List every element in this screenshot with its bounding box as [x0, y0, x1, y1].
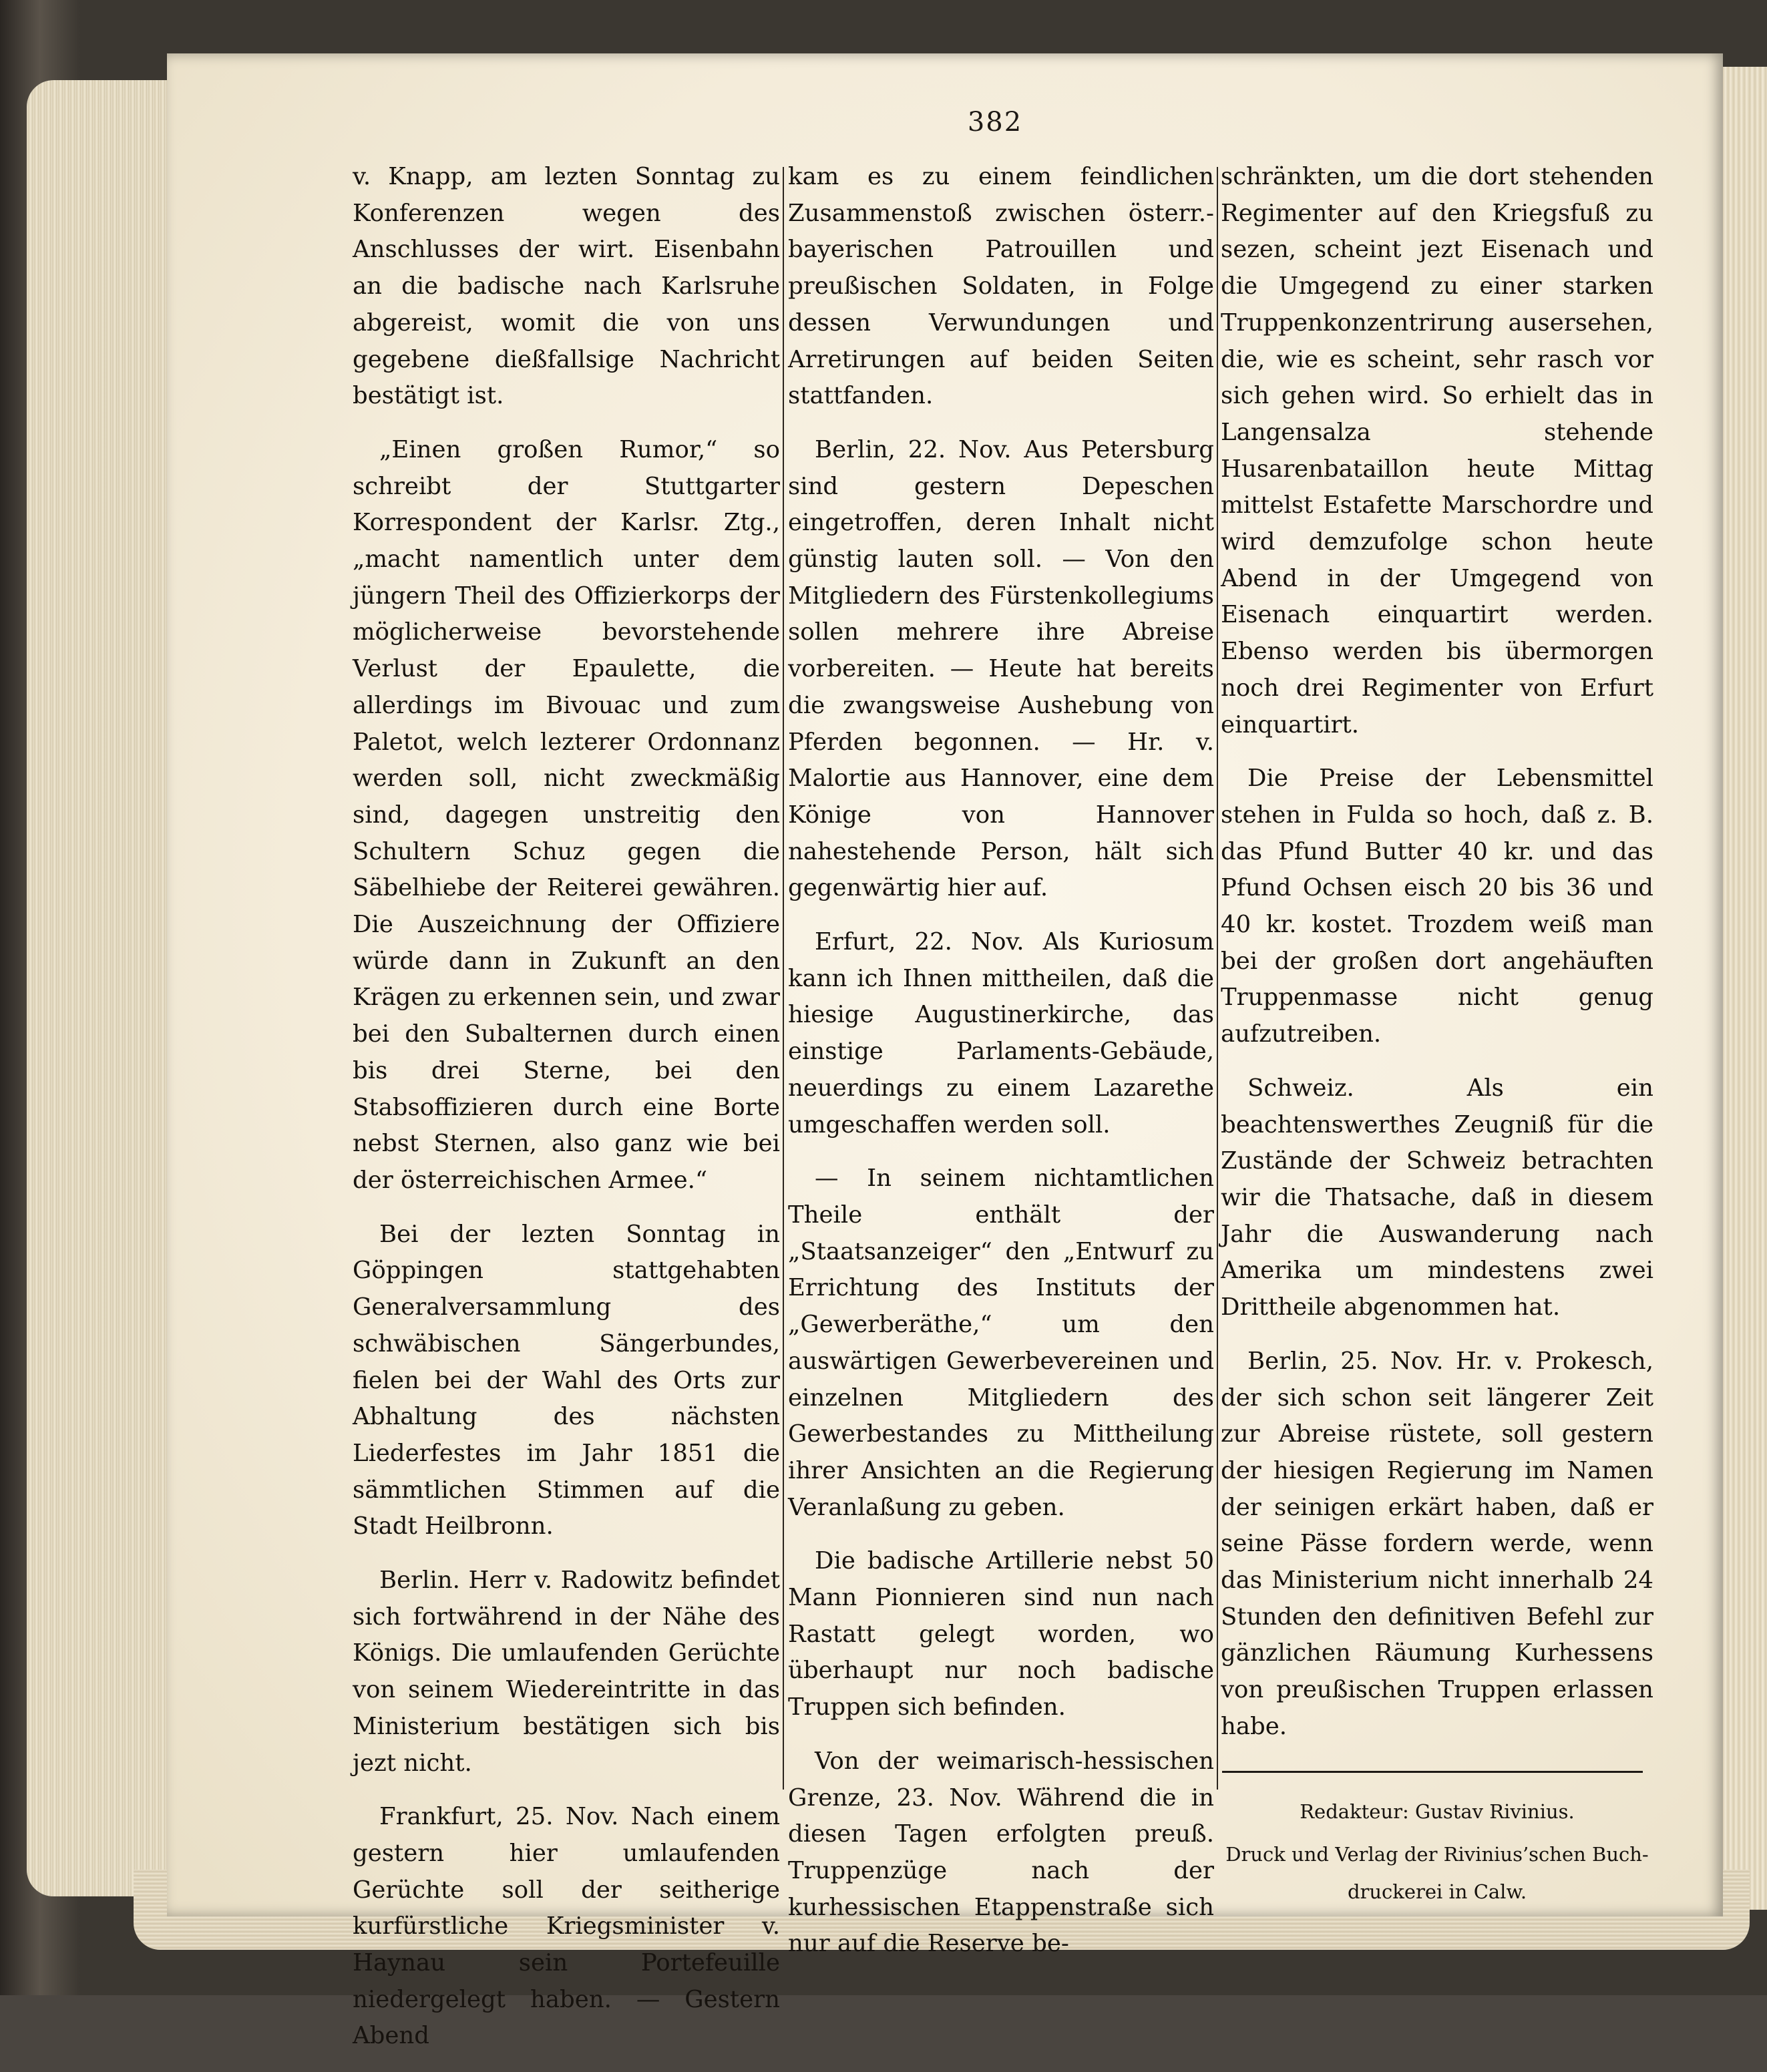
paragraph: Die badische Artillerie nebst 50 Mann Pionnieren sind nun nach Rastatt gelegt worden, wo überhaupt nur noch badische Truppen sich befinden.: [788, 1547, 1214, 1721]
paragraph: „Einen großen Rumor,“ so schreibt der Stuttgarter Korrespondent der Karlsr. Ztg., „macht namentlich unter dem jüngern Theil des Offizierkorps der möglicherweise bevorstehende Verlust der Epaulette, die allerdings im Bivouac und zum Paletot, welch lezterer Ordonnanz werden soll, nicht zweckmäßig sind, dagegen unstreitig den Schultern Schuz gegen die Säbelhiebe der Reiterei gewähren. Die Auszeichnung der Offiziere würde dann in Zukunft an den Krägen zu erkennen sein, und zwar bei den Subalternen durch einen bis drei Sterne, bei den Stabsoffizieren durch eine Borte nebst Sternen, also ganz wie bei der österreichischen Armee.“: [353, 435, 780, 1194]
printer-line: druckerei in Calw.: [1347, 1880, 1527, 1903]
paragraph: Erfurt, 22. Nov. Als Kuriosum kann ich Ihnen mittheilen, daß die hiesige Augustinerkirche, das einstige Parlaments-Gebäude, neuerdings zu einem Lazarethe umgeschaffen werden soll.: [788, 928, 1214, 1138]
editor-line: Redakteur: Gustav Rivinius.: [1300, 1800, 1575, 1823]
column-3: [1221, 159, 1653, 1916]
paragraph: Bei der lezten Sonntag in Göppingen stattgehabten Generalversammlung des schwäbischen Sängerbundes, fielen bei der Wahl des Orts zur Abhaltung des nächsten Liederfestes im Jahr 1851 die sämmtlichen Stimmen auf die Stadt Heilbronn.: [353, 1220, 780, 1540]
column-1: [353, 159, 780, 2072]
paragraph: Frankfurt, 25. Nov. Nach einem gestern hier umlaufenden Gerüchte soll der seitherige kurfürstliche Kriegsminister v. Haynau sein Portefeuille niedergelegt haben. — Gestern Abend: [353, 1803, 780, 2050]
page-number: 382: [967, 107, 1023, 138]
paragraph: Schweiz. Als ein beachtenswerthes Zeugniß für die Zustände der Schweiz betrachten wir die Thatsache, daß in diesem Jahr die Auswanderung nach Amerika um mindestens zwei Drittheile abgenommen hat.: [1221, 1074, 1653, 1321]
page-edges-left: [27, 80, 187, 1896]
paragraph: — In seinem nichtamtlichen Theile enthält der „Staatsanzeiger“ den „Entwurf zu Errichtung des Instituts der „Gewerberäthe,“ um den auswärtigen Gewerbevereinen und einzelnen Mitgliedern des Gewerbestandes zu Mittheilung ihrer Ansichten an die Regierung Veranlaßung zu geben.: [788, 1165, 1214, 1521]
printer-line: Druck und Verlag der Rivinius’schen Buch-: [1225, 1842, 1649, 1866]
imprint-rule: [1222, 1771, 1643, 1773]
paragraph: Berlin, 25. Nov. Hr. v. Prokesch, der sich schon seit längerer Zeit zur Abreise rüstete, soll gestern der hiesigen Regierung im Namen der seinigen erkärt haben, daß er seine Pässe fordern werde, wenn das Ministerium nicht innerhalb 24 Stunden den definitiven Befehl zur gänzlichen Räumung Kurhessens von preußischen Truppen erlassen habe.: [1221, 1347, 1653, 1740]
paragraph: Von der weimarisch-hessischen Grenze, 23. Nov. Während die in diesen Tagen erfolgten preuß. Truppenzüge nach der kurhessischen Etappenstraße sich nur auf die Reserve be-: [788, 1747, 1214, 1958]
paragraph: Die Preise der Lebensmittel stehen in Fulda so hoch, daß z. B. das Pfund Butter 40 kr. und das Pfund Ochsen eisch 20 bis 36 und 40 kr. kostet. Trozdem weiß man bei der großen dort angehäuften Truppenmasse nicht genug aufzutreiben.: [1221, 765, 1653, 1048]
paragraph: kam es zu einem feindlichen Zusammenstoß zwischen österr.-bayerischen Patrouillen und preußischen Soldaten, in Folge dessen Verwundungen und Arretirungen auf beiden Seiten stattfanden.: [788, 163, 1214, 410]
column-divider: [783, 167, 784, 1790]
paragraph: Berlin, 22. Nov. Aus Petersburg sind gestern Depeschen eingetroffen, deren Inhalt nicht günstig lauten soll. — Von den Mitgliedern des Fürstenkollegiums sollen mehrere ihre Abreise vorbereiten. — Heute hat bereits die zwangsweise Aushebung von Pferden begonnen. — Hr. v. Malortie aus Hannover, eine dem Könige von Hannover nahestehende Person, hält sich gegenwärtig hier auf.: [788, 435, 1214, 902]
column-divider: [1217, 167, 1218, 1790]
paragraph: v. Knapp, am lezten Sonntag zu Konferenzen wegen des Anschlusses der wirt. Eisenbahn an die badische nach Karlsruhe abgereist, womit die von uns gegebene dießfallsige Nachricht bestätigt ist.: [353, 163, 780, 410]
paragraph: schränkten, um die dort stehenden Regimenter auf den Kriegsfuß zu sezen, scheint jezt Eisenach und die Umgegend zu einer starken Truppenkonzentrirung ausersehen, die, wie es scheint, sehr rasch vor sich gehen wird. So erhielt das in Langensalza stehende Husarenbataillon heute Mittag mittelst Estafette Marschordre und wird demzufolge schon heute Abend in der Umgegend von Eisenach einquartirt werden. Ebenso werden bis übermorgen noch drei Regimenter von Erfurt einquartirt.: [1221, 163, 1653, 739]
column-2: [788, 159, 1214, 1980]
paragraph: Berlin. Herr v. Radowitz befindet sich fortwährend in der Nähe des Königs. Die umlaufenden Gerüchte von seinem Wiedereintritte in das Ministerium bestätigen sich bis jezt nicht.: [353, 1567, 780, 1777]
